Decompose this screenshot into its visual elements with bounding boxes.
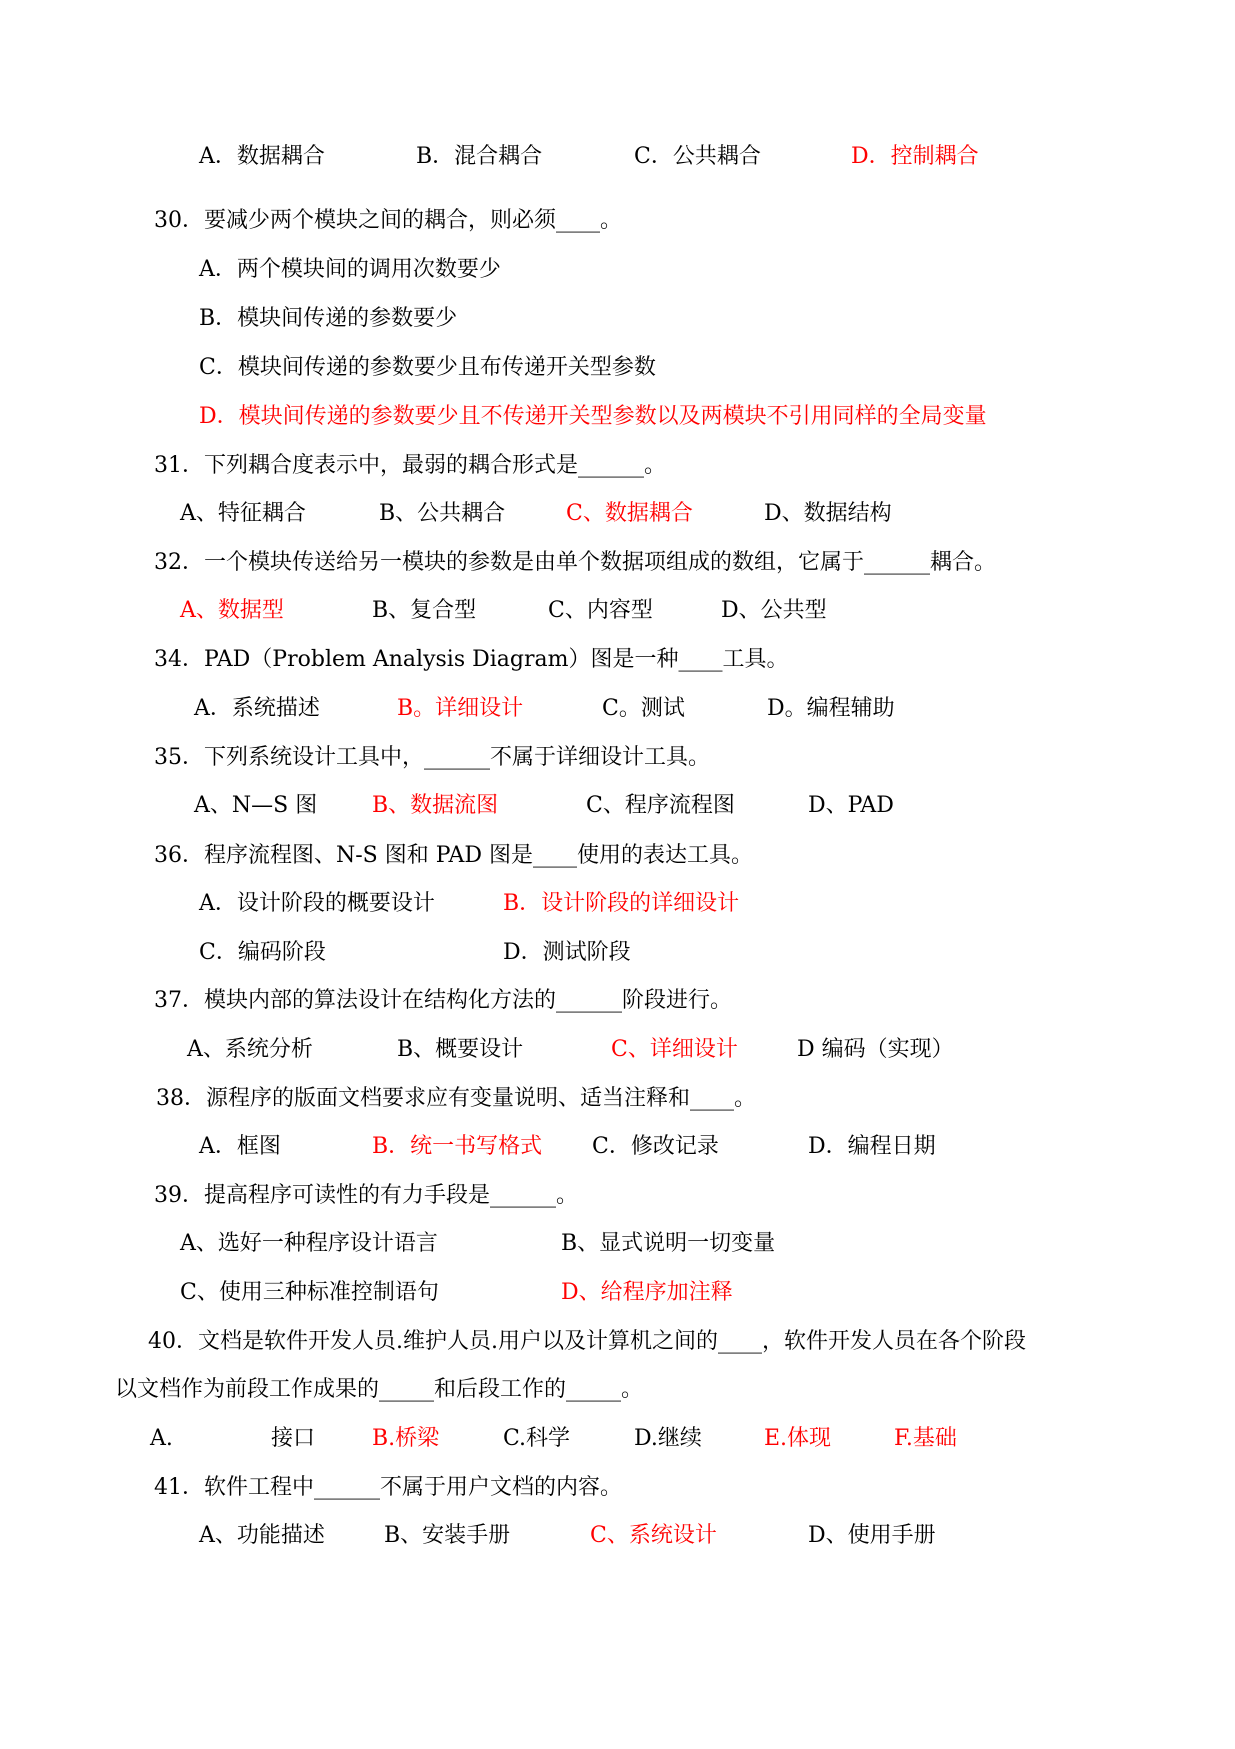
option: C．公共耦合 — [634, 144, 761, 169]
question-text: 40．文档是软件开发人员.维护人员.用户以及计算机之间的____，软件开发人员在各个阶段 — [148, 1329, 1026, 1354]
answer-option: B。详细设计 — [397, 696, 524, 721]
question-text: 35．下列系统设计工具中，______不属于详细设计工具。 — [154, 745, 710, 770]
option: A、特征耦合 — [180, 501, 306, 526]
option: C、程序流程图 — [586, 793, 735, 818]
answer-option: B、数据流图 — [372, 793, 499, 818]
option: C.科学 — [503, 1426, 571, 1451]
option: C．模块间传递的参数要少且布传递开关型参数 — [199, 355, 656, 380]
option: A．设计阶段的概要设计 — [199, 891, 435, 916]
question-text: 38．源程序的版面文档要求应有变量说明、适当注释和____。 — [156, 1086, 756, 1111]
question-text: 以文档作为前段工作成果的_____和后段工作的_____。 — [115, 1377, 644, 1402]
option: A．框图 — [199, 1134, 281, 1159]
answer-option: D．模块间传递的参数要少且不传递开关型参数以及两模块不引用同样的全局变量 — [199, 404, 987, 429]
answer-option: E.体现 — [764, 1426, 832, 1451]
option: D、使用手册 — [808, 1523, 936, 1548]
option: C、内容型 — [548, 598, 653, 623]
option: D、PAD — [808, 793, 894, 818]
answer-option: B.桥梁 — [372, 1426, 440, 1451]
option: A、系统分析 — [187, 1037, 313, 1062]
option: C．修改记录 — [592, 1134, 719, 1159]
question-text: 36．程序流程图、N-S 图和 PAD 图是____使用的表达工具。 — [154, 843, 754, 868]
option: A．两个模块间的调用次数要少 — [199, 257, 501, 282]
option: D。编程辅助 — [767, 696, 895, 721]
option: A．系统描述 — [194, 696, 320, 721]
answer-option: F.基础 — [894, 1426, 957, 1451]
question-text: 39．提高程序可读性的有力手段是______。 — [154, 1183, 578, 1208]
option: A. — [150, 1426, 173, 1451]
answer-option: C、系统设计 — [590, 1523, 717, 1548]
option: A、功能描述 — [199, 1523, 325, 1548]
option: C、使用三种标准控制语句 — [180, 1280, 439, 1305]
option: D．编程日期 — [808, 1134, 936, 1159]
question-text: 41．软件工程中______不属于用户文档的内容。 — [154, 1475, 622, 1500]
question-text: 31．下列耦合度表示中，最弱的耦合形式是______。 — [154, 453, 666, 478]
option: B、安装手册 — [384, 1523, 511, 1548]
option: A、N—S 图 — [194, 793, 318, 818]
option: B．模块间传递的参数要少 — [199, 306, 458, 331]
answer-option: A、数据型 — [180, 598, 284, 623]
option: B．混合耦合 — [416, 144, 543, 169]
option: 接口 — [271, 1426, 316, 1451]
answer-option: C、数据耦合 — [566, 501, 693, 526]
option: A．数据耦合 — [199, 144, 325, 169]
answer-option: B．设计阶段的详细设计 — [503, 891, 740, 916]
option: D、数据结构 — [764, 501, 892, 526]
option: D．测试阶段 — [503, 940, 631, 965]
option: D、公共型 — [721, 598, 827, 623]
option: B、公共耦合 — [379, 501, 506, 526]
option: D.继续 — [634, 1426, 702, 1451]
answer-option: C、详细设计 — [611, 1037, 738, 1062]
question-text: 32．一个模块传送给另一模块的参数是由单个数据项组成的数组，它属于______耦合。 — [154, 550, 996, 575]
option: B、概要设计 — [397, 1037, 524, 1062]
option: B、复合型 — [372, 598, 477, 623]
answer-option: D、给程序加注释 — [561, 1280, 733, 1305]
question-text: 37．模块内部的算法设计在结构化方法的______阶段进行。 — [154, 988, 732, 1013]
question-text: 34．PAD（Problem Analysis Diagram）图是一种____工具。 — [154, 647, 789, 672]
answer-option: D．控制耦合 — [851, 144, 979, 169]
option: D 编码（实现） — [797, 1037, 954, 1062]
option: A、选好一种程序设计语言 — [180, 1231, 438, 1256]
option: C。测试 — [602, 696, 685, 721]
question-text: 30．要减少两个模块之间的耦合，则必须____。 — [154, 208, 622, 233]
option: B、显式说明一切变量 — [561, 1231, 776, 1256]
option: C．编码阶段 — [199, 940, 326, 965]
answer-option: B．统一书写格式 — [372, 1134, 543, 1159]
